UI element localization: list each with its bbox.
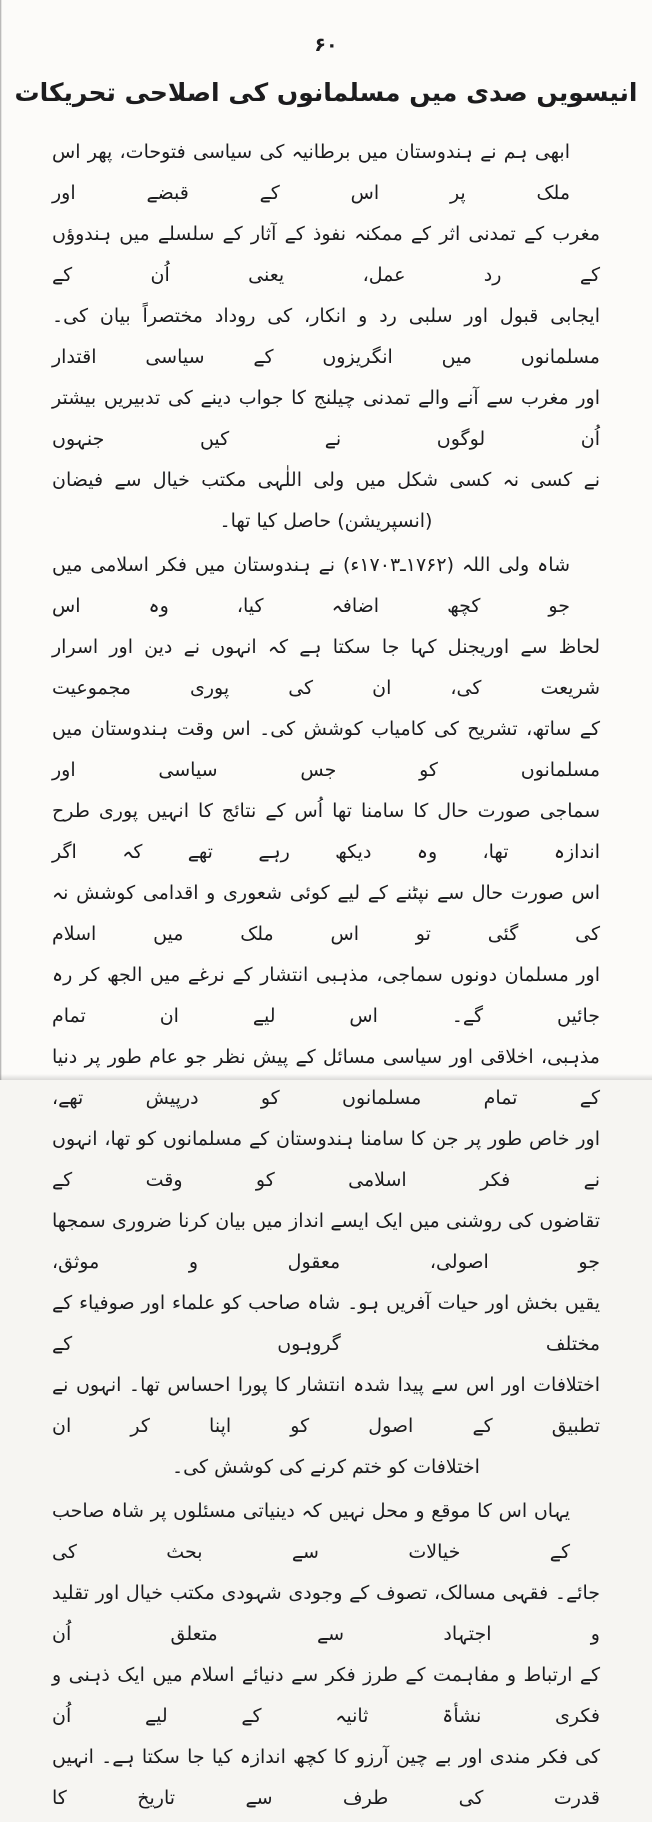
text-line: کے ارتباط و مفاہمت کے طرز فکر سے دنیائے اسلام میں ایک ذہنی و فکری نشأۃ ثانیہ کے لیے اُن <box>52 1664 600 1727</box>
text-line: اختلافات کو ختم کرنے کی کوشش کی۔ <box>172 1456 480 1478</box>
paragraph <box>52 132 600 542</box>
text-line: یقیں بخش اور حیات آفریں ہو۔ شاہ صاحب کو علماء اور صوفیاء کے مختلف گروہوں کے <box>52 1292 600 1355</box>
text-line: کی فکر مندی اور بے چین آرزو کا کچھ اندازہ کیا جا سکتا ہے۔ انہیں قدرت کی طرف سے تاریخ کا <box>52 1746 600 1809</box>
text-line: اور مسلمان دونوں سماجی، مذہبی انتشار کے نرغے میں الجھ کر رہ جائیں گے۔ اس لیے ان تمام <box>52 964 600 1027</box>
page-number: ۶۰ <box>314 34 338 56</box>
text-line: مغرب کے تمدنی اثر کے ممکنہ نفوذ کے آثار کے سلسلے میں ہندوؤں کے رد عمل، یعنی اُن کے <box>52 223 600 286</box>
text-line: نے کسی نہ کسی شکل میں ولی اللٰہی مکتب خیال سے فیضان (انسپریشن) حاصل کیا تھا۔ <box>52 469 600 532</box>
text-line: ایجابی قبول اور سلبی رد و انکار، کی روداد مختصراً بیان کی۔ مسلمانوں میں انگریزوں کے سیاسی اقتدار <box>52 305 600 368</box>
scan-edge-artifact <box>0 0 2 1080</box>
text-line: اور مغرب سے آنے والے تمدنی چیلنج کا جواب دینے کی تدبیریں بیشتر اُن لوگوں نے کیں جنہوں <box>52 387 600 450</box>
text-line: شاہ ولی اللہ (۱۷۶۲ـ۱۷۰۳ء) نے ہندوستان میں فکر اسلامی میں جو کچھ اضافہ کیا، وہ اس <box>52 554 570 617</box>
text-line: اور خاص طور پر جن کا سامنا ہندوستان کے مسلمانوں کو تھا، انہوں نے فکر اسلامی کو وقت کے <box>52 1128 600 1191</box>
paragraph <box>52 1491 600 1819</box>
scan-edge-artifact <box>0 1074 652 1080</box>
text-line: یہاں اس کا موقع و محل نہیں کہ دینیاتی مسئلوں پر شاہ صاحب کے خیالات سے بحث کی <box>52 1500 570 1563</box>
text-line: جائے۔ فقہی مسالک، تصوف کے وجودی شہودی مکتب خیال اور تقلید و اجتہاد سے متعلق اُن <box>52 1582 600 1645</box>
text-line: اس صورت حال سے نپٹنے کے لیے کوئی شعوری و اقدامی کوشش نہ کی گئی تو اس ملک میں اسلام <box>52 882 600 945</box>
text-line: اختلافات اور اس سے پیدا شدہ انتشار کا پورا احساس تھا۔ انہوں نے تطبیق کے اصول کو اپنا کر ان <box>52 1374 600 1437</box>
text-line: سماجی صورت حال کا سامنا تھا اُس کے نتائج کا انہیں پوری طرح اندازہ تھا، وہ دیکھ رہے تھے کہ اگر <box>52 800 600 863</box>
body-text <box>52 132 600 1822</box>
text-line: کے ساتھ، تشریح کی کامیاب کوشش کی۔ اس وقت ہندوستان میں مسلمانوں کو جس سیاسی اور <box>52 718 600 781</box>
chapter-heading: انیسویں صدی میں مسلمانوں کی اصلاحی تحریکات <box>14 78 638 107</box>
text-line: ابھی ہم نے ہندوستان میں برطانیہ کی سیاسی فتوحات، پھر اس ملک پر اس کے قبضے اور <box>52 141 570 204</box>
text-line: مذہبی، اخلاقی اور سیاسی مسائل کے پیش نظر جو عام طور پر دنیا کے تمام مسلمانوں کو درپیش تھے، <box>52 1046 600 1109</box>
text-line: لحاظ سے اوریجنل کہا جا سکتا ہے کہ انہوں نے دین اور اسرار شریعت کی، ان کی پوری مجموعیت <box>52 636 600 699</box>
paragraph <box>52 545 600 1488</box>
text-line: تقاضوں کی روشنی میں ایک ایسے انداز میں بیان کرنا ضروری سمجھا جو اصولی، معقول و موثق، <box>52 1210 600 1273</box>
